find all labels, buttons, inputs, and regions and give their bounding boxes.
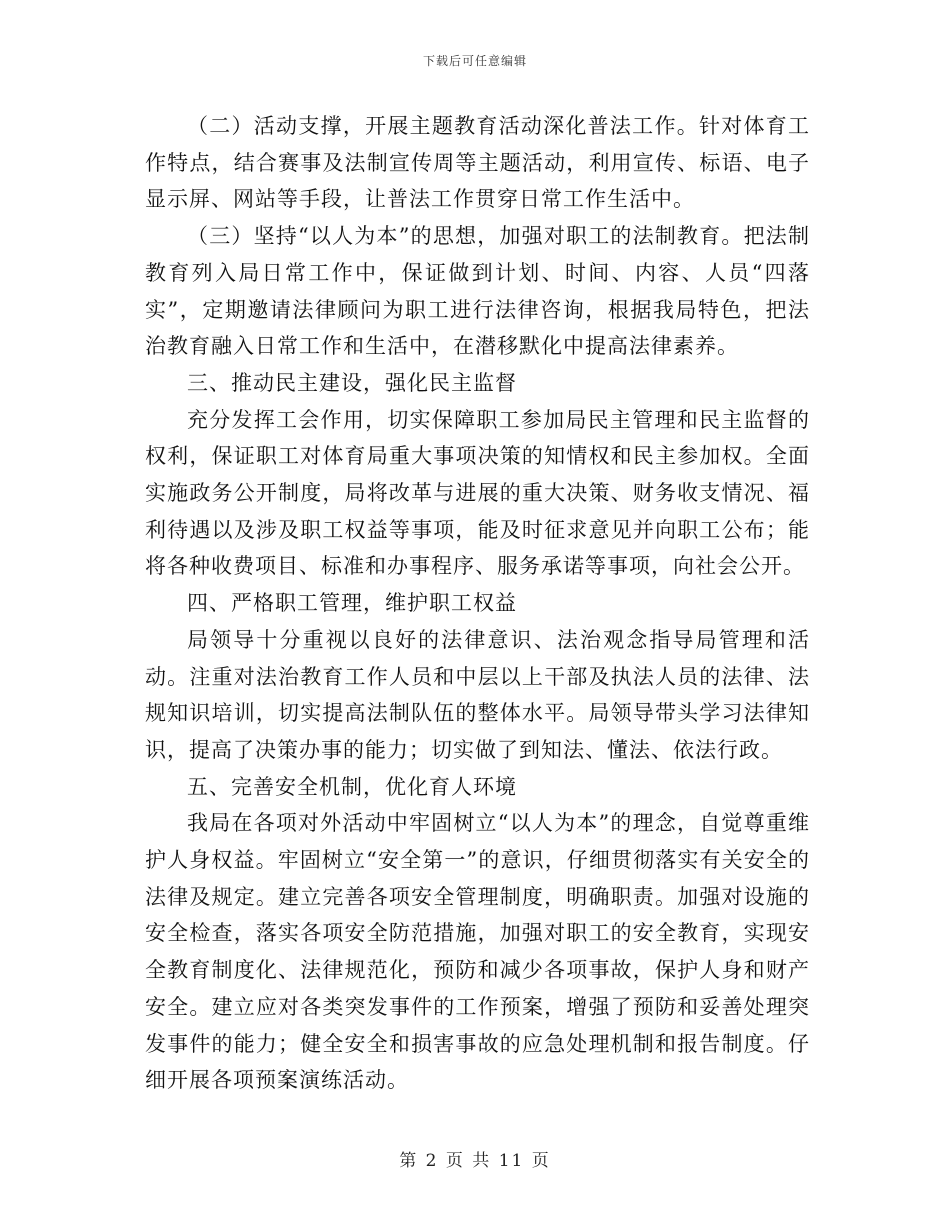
section-heading-staff-management: 四、严格职工管理，维护职工权益 xyxy=(187,591,517,616)
document-body xyxy=(145,108,810,1099)
paragraph-safety-measures: 我局在各项对外活动中牢固树立“以人为本”的理念，自觉尊重维护人身权益。牢固树立“安全第一”的意识，仔细贯彻落实有关安全的法律及规定。建立完善各项安全管理制度，明确职责。加强对设施的安全检查，落实各项安全防范措施，加强对职工的安全教育，实现安全教育制度化、法律规范化，预防和减少各项事故，保护人身和财产安全。建立应对各类突发事件的工作预案，增强了预防和妥善处理突发事件的能力；健全安全和损害事故的应急处理机制和报告制度。仔细开展各项预案演练活动。 xyxy=(145,811,810,1093)
paragraph-union-role: 充分发挥工会作用，切实保障职工参加局民主管理和民主监督的权利，保证职工对体育局重大事项决策的知情权和民主参加权。全面实施政务公开制度，局将改革与进展的重大决策、财务收支情况、福利待遇以及涉及职工权益等事项，能及时征求意见并向职工公布；能将各种收费项目、标准和办事程序、服务承诺等事项，向社会公开。 xyxy=(145,407,810,579)
paragraph-activity-support: （二）活动支撑，开展主题教育活动深化普法工作。针对体育工作特点，结合赛事及法制宣传周等主题活动，利用宣传、标语、电子显示屏、网站等手段，让普法工作贯穿日常工作生活中。 xyxy=(145,114,810,212)
page-header-note: 下载后可任意编辑 xyxy=(422,54,527,68)
page-number: 第 2 页 共 11 页 xyxy=(399,1151,551,1171)
section-heading-safety: 五、完善安全机制，优化育人环境 xyxy=(187,774,517,799)
paragraph-people-oriented: （三）坚持“以人为本”的思想，加强对职工的法制教育。把法制教育列入局日常工作中，保证做到计划、时间、内容、人员“四落实”，定期邀请法律顾问为职工进行法律咨询，根据我局特色，把法治教育融入日常工作和生活中，在潜移默化中提高法律素养。 xyxy=(145,224,810,359)
paragraph-leadership-law: 局领导十分重视以良好的法律意识、法治观念指导局管理和活动。注重对法治教育工作人员和中层以上干部及执法人员的法律、法规知识培训，切实提高法制队伍的整体水平。局领导带头学习法律知识，提高了决策办事的能力；切实做了到知法、懂法、依法行政。 xyxy=(145,627,810,762)
section-heading-democracy: 三、推动民主建设，强化民主监督 xyxy=(187,370,517,395)
